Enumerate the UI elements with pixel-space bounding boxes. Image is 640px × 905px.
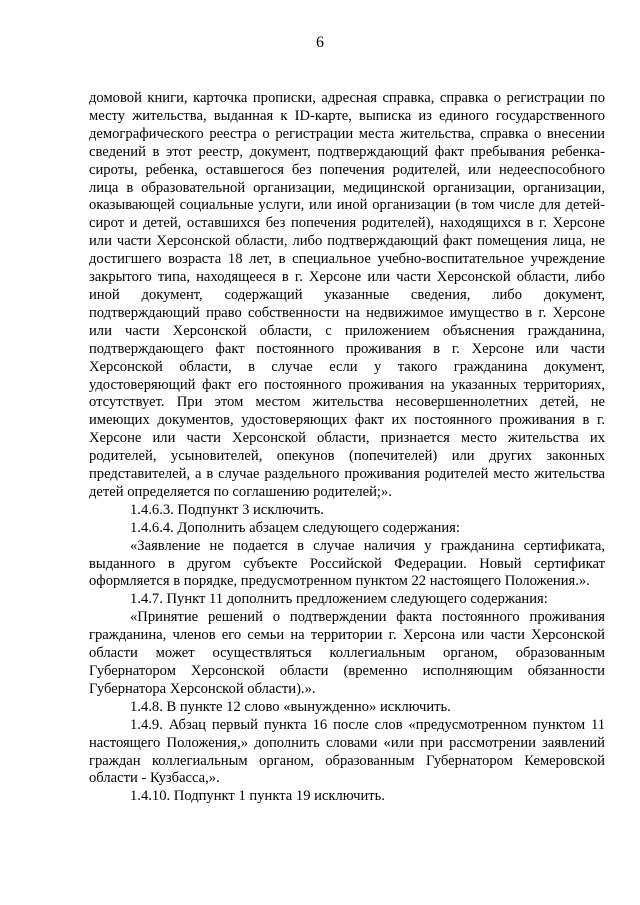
paragraph-continued-document-list: домовой книги, карточка прописки, адресная справка, справка о регистрации по месту жительства, выданная к ID-карте, выписка из единого государственного демографического реестра о регистрации места жительства, справка о внесении сведений в этот реестр, документ, подтверждающий факт пребывания ребенка-сироты, ребенка, оставшегося без попечения родителей, или недееспособного лица в образовательной организации, медицинской организации, организации, оказывающей социальные услуги, или иной организации (в том числе для детей-сирот и детей, оставшихся без попечения родителей), находящихся в г. Херсоне или части Херсонской области, либо подтверждающий факт помещения лица, не достигшего возраста 18 лет, в специальное учебно-воспитательное учреждение закрытого типа, находящееся в г. Херсоне или части Херсонской области, либо иной документ, содержащий указанные сведения, либо документ, подтверждающий право собственности на недвижимое имущество в г. Херсоне или части Херсонской области, с приложением объяснения гражданина, подтверждающего факт постоянного проживания в г. Херсоне или части Херсонской области, в случае если у такого гражданина документ, удостоверяющий факт его постоянного проживания на указанных территориях, отсутствует. При этом местом жительства несовершеннолетних детей, не имеющих документов, удостоверяющих факт их постоянного проживания в г. Херсоне или части Херсонской области, признается место жительства их родителей, усыновителей, опекунов (попечителей) или других законных представителей, а в случае раздельного проживания родителей место жительства детей определяется по соглашению родителей;».: [89, 90, 605, 500]
paragraph-1-4-10: 1.4.10. Подпункт 1 пункта 19 исключить.: [130, 788, 385, 805]
paragraph-1-4-8: 1.4.8. В пункте 12 слово «вынужденно» исключить.: [130, 698, 451, 715]
paragraph-quote-collegial-body: «Принятие решений о подтверждении факта постоянного проживания гражданина, членов его семьи на территории г. Херсона или части Херсонской области может осуществляться коллегиальным органом, образованным Губернатором Херсонской области (временно исполняющим обязанности Губернатора Херсонской области).».: [89, 609, 605, 697]
paragraph-1-4-9: 1.4.9. Абзац первый пункта 16 после слов «предусмотренном пунктом 11 настоящего Положения,» дополнить словами «или при рассмотрении заявлений граждан коллегиальным органом, образованным Губернатором Кемеровской области - Кузбасса,».: [89, 716, 605, 787]
page-number: 6: [316, 34, 324, 51]
paragraph-quote-certificate: «Заявление не подается в случае наличия у гражданина сертификата, выданного в другом субъекте Российской Федерации. Новый сертификат оформляется в порядке, предусмотренном пунктом 22 настоящего Положения.».: [89, 537, 605, 590]
paragraph-1-4-6-3: 1.4.6.3. Подпункт 3 исключить.: [130, 501, 324, 518]
document-body: [89, 90, 605, 806]
paragraph-1-4-6-4: 1.4.6.4. Дополнить абзацем следующего содержания:: [130, 519, 460, 536]
paragraph-1-4-7: 1.4.7. Пункт 11 дополнить предложением следующего содержания:: [130, 591, 548, 608]
